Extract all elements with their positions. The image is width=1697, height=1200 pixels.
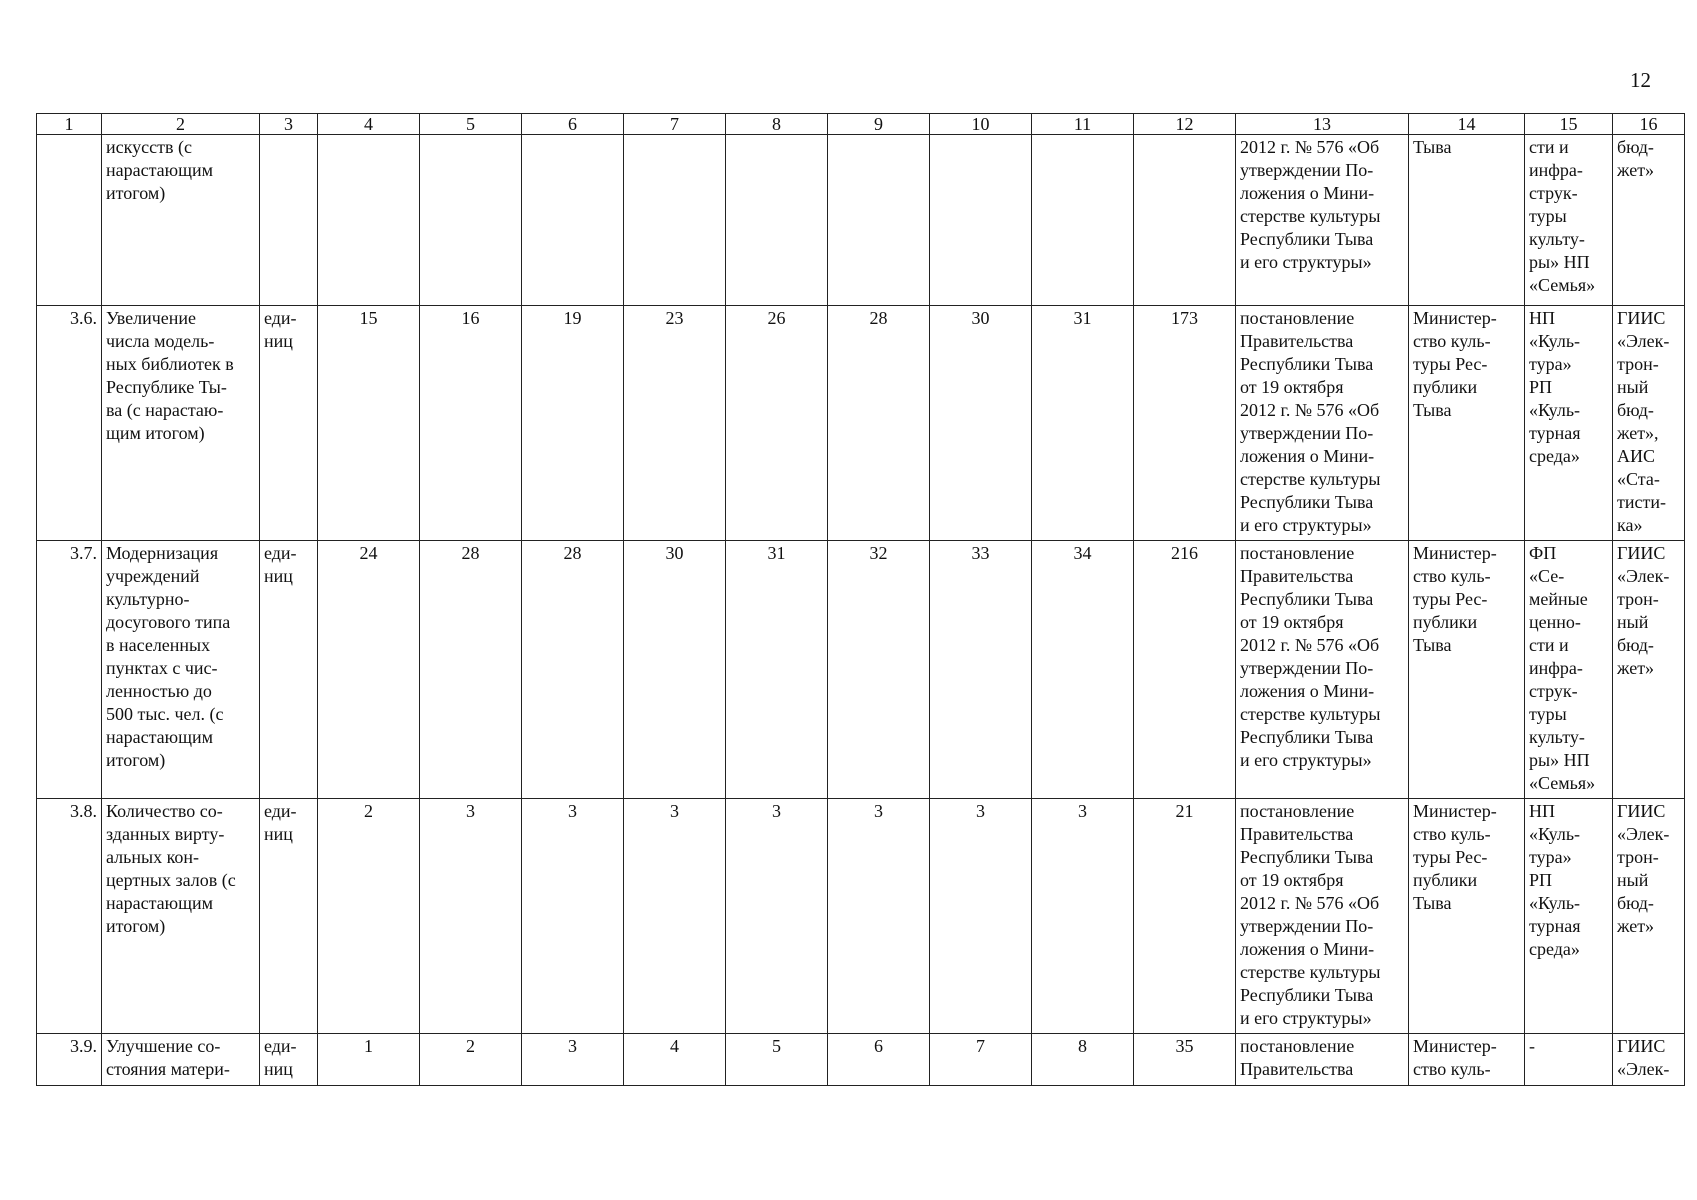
regulatory-document: постановление Правительства Республики Тыва от 19 октября 2012 г. № 576 «Об утверждении По- ложения о Мини- стерстве культуры Республики Тыва и его структуры» [1236, 799, 1409, 1034]
column-number: 15 [1525, 114, 1613, 135]
row-index [37, 135, 102, 306]
value-cell: 32 [828, 541, 930, 799]
value-cell: 1 [318, 1034, 420, 1086]
value-cell: 3 [930, 799, 1032, 1034]
indicators-table [36, 113, 1685, 1086]
unit: еди- ниц [260, 1034, 318, 1086]
value-cell: 31 [726, 541, 828, 799]
indicator-name: Улучшение со- стояния матери- [102, 1034, 260, 1086]
value-cell: 28 [828, 306, 930, 541]
responsible-body: Министер- ство куль- туры Рес- публики Тыва [1409, 541, 1525, 799]
table-row [37, 306, 1685, 541]
indicator-name: Количество со- зданных вирту- альных кон- цертных залов (с нарастающим итогом) [102, 799, 260, 1034]
responsible-body: Министер- ство куль- туры Рес- публики Тыва [1409, 306, 1525, 541]
table-row [37, 1034, 1685, 1086]
indicator-name: Модернизация учреждений культурно- досугового типа в населенных пунктах с чис- ленностью до 500 тыс. чел. (с нарастающим итогом) [102, 541, 260, 799]
value-cell [318, 135, 420, 306]
column-number: 11 [1032, 114, 1134, 135]
total-cell: 216 [1134, 541, 1236, 799]
value-cell [420, 135, 522, 306]
column-number: 14 [1409, 114, 1525, 135]
unit: еди- ниц [260, 541, 318, 799]
responsible-body: Тыва [1409, 135, 1525, 306]
responsible-body: Министер- ство куль- туры Рес- публики Тыва [1409, 799, 1525, 1034]
national-project: - [1525, 1034, 1613, 1086]
total-cell [1134, 135, 1236, 306]
national-project: НП «Куль- тура» РП «Куль- турная среда» [1525, 799, 1613, 1034]
national-project: сти и инфра- струк- туры культу- ры» НП «Семья» [1525, 135, 1613, 306]
value-cell: 7 [930, 1034, 1032, 1086]
column-number: 1 [37, 114, 102, 135]
total-cell: 173 [1134, 306, 1236, 541]
value-cell [1032, 135, 1134, 306]
column-number: 9 [828, 114, 930, 135]
information-system: ГИИС «Элек- трон- ный бюд- жет» [1613, 541, 1685, 799]
value-cell: 23 [624, 306, 726, 541]
value-cell: 28 [522, 541, 624, 799]
column-number: 6 [522, 114, 624, 135]
row-index: 3.8. [37, 799, 102, 1034]
value-cell: 3 [624, 799, 726, 1034]
table-row [37, 135, 1685, 306]
value-cell: 19 [522, 306, 624, 541]
column-number: 7 [624, 114, 726, 135]
value-cell: 2 [420, 1034, 522, 1086]
regulatory-document: постановление Правительства Республики Тыва от 19 октября 2012 г. № 576 «Об утверждении По- ложения о Мини- стерстве культуры Республики Тыва и его структуры» [1236, 541, 1409, 799]
column-number: 10 [930, 114, 1032, 135]
information-system: ГИИС «Элек- трон- ный бюд- жет» [1613, 799, 1685, 1034]
value-cell: 3 [522, 799, 624, 1034]
value-cell: 5 [726, 1034, 828, 1086]
value-cell: 24 [318, 541, 420, 799]
column-number: 12 [1134, 114, 1236, 135]
value-cell: 3 [828, 799, 930, 1034]
indicator-name: Увеличение числа модель- ных библиотек в Республике Ты- ва (с нарастаю- щим итогом) [102, 306, 260, 541]
value-cell [726, 135, 828, 306]
value-cell: 31 [1032, 306, 1134, 541]
value-cell: 30 [624, 541, 726, 799]
unit [260, 135, 318, 306]
value-cell: 3 [1032, 799, 1134, 1034]
value-cell: 28 [420, 541, 522, 799]
column-number: 3 [260, 114, 318, 135]
national-project: ФП «Се- мейные ценно- сти и инфра- струк- туры культу- ры» НП «Семья» [1525, 541, 1613, 799]
column-number: 2 [102, 114, 260, 135]
column-number: 5 [420, 114, 522, 135]
column-number: 16 [1613, 114, 1685, 135]
row-index: 3.9. [37, 1034, 102, 1086]
value-cell [624, 135, 726, 306]
information-system: ГИИС «Элек- [1613, 1034, 1685, 1086]
value-cell: 16 [420, 306, 522, 541]
total-cell: 35 [1134, 1034, 1236, 1086]
table-row [37, 799, 1685, 1034]
value-cell: 8 [1032, 1034, 1134, 1086]
unit: еди- ниц [260, 306, 318, 541]
column-number-row [37, 114, 1685, 135]
table-row [37, 541, 1685, 799]
row-index: 3.7. [37, 541, 102, 799]
value-cell [828, 135, 930, 306]
value-cell: 34 [1032, 541, 1134, 799]
column-number: 13 [1236, 114, 1409, 135]
unit: еди- ниц [260, 799, 318, 1034]
row-index: 3.6. [37, 306, 102, 541]
value-cell: 15 [318, 306, 420, 541]
value-cell [930, 135, 1032, 306]
regulatory-document: постановление Правительства [1236, 1034, 1409, 1086]
value-cell: 4 [624, 1034, 726, 1086]
value-cell: 33 [930, 541, 1032, 799]
value-cell: 26 [726, 306, 828, 541]
column-number: 8 [726, 114, 828, 135]
information-system: бюд- жет» [1613, 135, 1685, 306]
indicator-name: искусств (с нарастающим итогом) [102, 135, 260, 306]
responsible-body: Министер- ство куль- [1409, 1034, 1525, 1086]
value-cell: 6 [828, 1034, 930, 1086]
value-cell [522, 135, 624, 306]
value-cell: 3 [522, 1034, 624, 1086]
column-number: 4 [318, 114, 420, 135]
value-cell: 3 [420, 799, 522, 1034]
regulatory-document: постановление Правительства Республики Тыва от 19 октября 2012 г. № 576 «Об утверждении По- ложения о Мини- стерстве культуры Республики Тыва и его структуры» [1236, 306, 1409, 541]
national-project: НП «Куль- тура» РП «Куль- турная среда» [1525, 306, 1613, 541]
total-cell: 21 [1134, 799, 1236, 1034]
regulatory-document: 2012 г. № 576 «Об утверждении По- ложения о Мини- стерстве культуры Республики Тыва и его структуры» [1236, 135, 1409, 306]
value-cell: 2 [318, 799, 420, 1034]
page-number: 12 [1630, 68, 1651, 92]
value-cell: 30 [930, 306, 1032, 541]
information-system: ГИИС «Элек- трон- ный бюд- жет», АИС «Ста- тисти- ка» [1613, 306, 1685, 541]
value-cell: 3 [726, 799, 828, 1034]
